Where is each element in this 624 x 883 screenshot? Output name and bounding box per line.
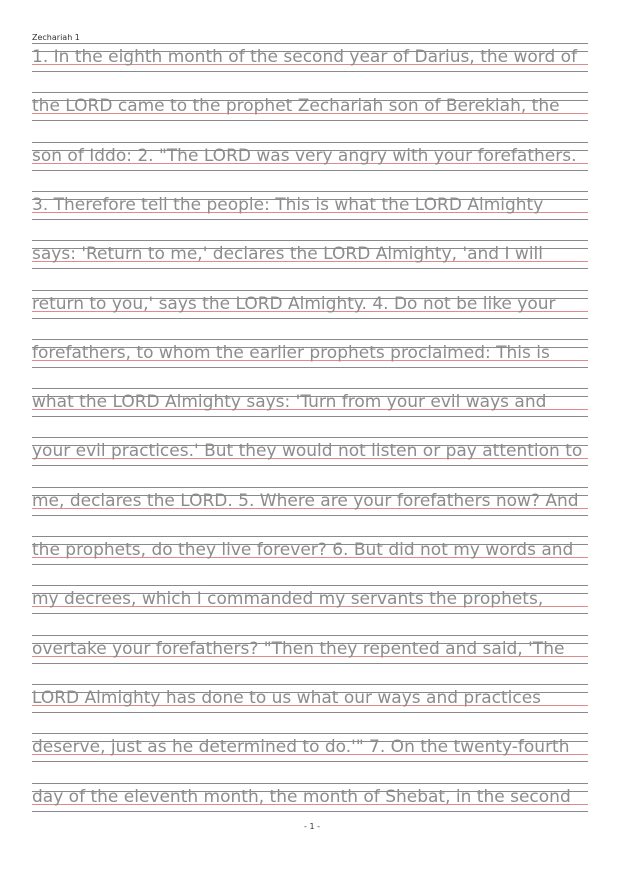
practice-line (32, 142, 588, 176)
practice-line (32, 536, 588, 570)
tracing-text: return to you,' says the LORD Almighty. 4. Do not be like your (32, 293, 556, 314)
ascender-rule (32, 684, 588, 685)
ascender-rule (32, 733, 588, 734)
descender-rule (32, 761, 588, 762)
practice-line (32, 43, 588, 77)
tracing-text: deserve, just as he determined to do.'" 7. On the twenty-fourth (32, 737, 570, 758)
ascender-rule (32, 536, 588, 537)
practice-line (32, 388, 588, 422)
page-header-title: Zechariah 1 (32, 33, 80, 42)
descender-rule (32, 663, 588, 664)
descender-rule (32, 515, 588, 516)
descender-rule (32, 120, 588, 121)
practice-line (32, 240, 588, 274)
practice-line (32, 487, 588, 521)
ascender-rule (32, 240, 588, 241)
descender-rule (32, 367, 588, 368)
descender-rule (32, 811, 588, 812)
descender-rule (32, 465, 588, 466)
practice-line (32, 339, 588, 373)
descender-rule (32, 416, 588, 417)
ascender-rule (32, 142, 588, 143)
ascender-rule (32, 339, 588, 340)
practice-line (32, 684, 588, 718)
descender-rule (32, 712, 588, 713)
page-number: - 1 - (304, 822, 320, 831)
ascender-rule (32, 92, 588, 93)
ascender-rule (32, 43, 588, 44)
ascender-rule (32, 290, 588, 291)
tracing-text: son of Iddo: 2. "The LORD was very angry with your forefathers. (32, 145, 577, 166)
ascender-rule (32, 585, 588, 586)
practice-line (32, 437, 588, 471)
tracing-text: the LORD came to the prophet Zechariah son of Berekiah, the (32, 96, 560, 117)
practice-line (32, 733, 588, 767)
practice-line (32, 635, 588, 669)
tracing-text: my decrees, which I commanded my servants the prophets, (32, 589, 544, 610)
practice-line (32, 585, 588, 619)
ascender-rule (32, 783, 588, 784)
tracing-text: day of the eleventh month, the month of Shebat, in the second (32, 786, 571, 807)
tracing-text: 1. In the eighth month of the second year of Darius, the word of (32, 47, 578, 67)
descender-rule (32, 318, 588, 319)
practice-line (32, 191, 588, 225)
tracing-text: 3. Therefore tell the people: This is what the LORD Almighty (32, 194, 544, 215)
descender-rule (32, 170, 588, 171)
practice-line (32, 92, 588, 126)
practice-line (32, 290, 588, 324)
tracing-text: what the LORD Almighty says: 'Turn from your evil ways and (32, 392, 547, 413)
ascender-rule (32, 437, 588, 438)
descender-rule (32, 219, 588, 220)
ascender-rule (32, 635, 588, 636)
descender-rule (32, 613, 588, 614)
ascender-rule (32, 191, 588, 192)
tracing-text: overtake your forefathers? "Then they repented and said, 'The (32, 638, 565, 659)
descender-rule (32, 268, 588, 269)
practice-line (32, 783, 588, 817)
tracing-text: forefathers, to whom the earlier prophets proclaimed: This is (32, 342, 550, 363)
ascender-rule (32, 388, 588, 389)
tracing-text: says: 'Return to me,' declares the LORD Almighty, 'and I will (32, 244, 543, 265)
descender-rule (32, 71, 588, 72)
tracing-text: your evil practices.' But they would not listen or pay attention to (32, 441, 583, 462)
ascender-rule (32, 487, 588, 488)
tracing-text: the prophets, do they live forever? 6. But did not my words and (32, 540, 574, 560)
descender-rule (32, 564, 588, 565)
tracing-text: LORD Almighty has done to us what our ways and practices (32, 687, 542, 708)
tracing-text: me, declares the LORD. 5. Where are your forefathers now? And (32, 490, 579, 511)
